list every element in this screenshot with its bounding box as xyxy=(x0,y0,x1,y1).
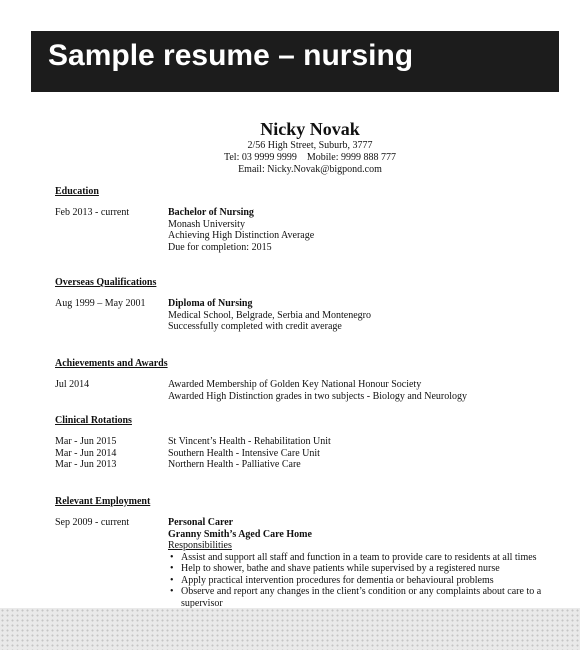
rotation-row xyxy=(55,459,535,471)
contact-header xyxy=(0,118,580,176)
bullet-icon: • xyxy=(170,586,174,597)
rotations-section xyxy=(55,415,535,471)
address-line: 2/56 High Street, Suburb, 3777 xyxy=(247,140,373,151)
employment-entry xyxy=(55,517,542,609)
bullet-icon: • xyxy=(170,563,174,574)
education-line: Achieving High Distinction Average xyxy=(168,230,315,241)
overseas-period: Aug 1999 – May 2001 xyxy=(55,298,146,309)
employment-heading: Relevant Employment xyxy=(55,496,151,507)
list-item xyxy=(168,575,541,587)
rotation-period: Mar - Jun 2013 xyxy=(55,459,117,470)
education-line: Monash University xyxy=(168,218,245,230)
achievement-line: Awarded Membership of Golden Key National Honour Society xyxy=(168,379,422,390)
education-degree: Bachelor of Nursing xyxy=(168,207,254,218)
rotation-period: Mar - Jun 2015 xyxy=(55,436,117,447)
education-entry xyxy=(55,207,535,253)
list-item xyxy=(168,563,541,575)
overseas-entry xyxy=(55,298,535,333)
banner-title: Sample resume – nursing xyxy=(48,39,414,72)
achievements-entry xyxy=(55,379,535,402)
rotation-row xyxy=(55,436,535,448)
rotation-row xyxy=(55,448,535,460)
rotations-heading: Clinical Rotations xyxy=(55,415,132,426)
responsibility-text: Observe and report any changes in the client’s condition or any complaints about care to a xyxy=(181,586,542,597)
title-banner xyxy=(31,31,559,92)
bullet-icon: • xyxy=(170,551,174,563)
employment-section xyxy=(55,496,542,609)
education-line: Due for completion: 2015 xyxy=(168,241,272,253)
list-item xyxy=(168,552,541,564)
education-period: Feb 2013 - current xyxy=(55,207,130,218)
bullet-icon: • xyxy=(170,574,174,586)
page-footer-pattern xyxy=(0,608,580,650)
overseas-line: Medical School, Belgrade, Serbia and Montenegro xyxy=(168,309,371,321)
overseas-line: Successfully completed with credit average xyxy=(168,321,342,332)
rotation-period: Mar - Jun 2014 xyxy=(55,447,117,459)
achievements-heading: Achievements and Awards xyxy=(55,358,168,369)
rotation-place: Northern Health - Palliative Care xyxy=(168,459,301,470)
responsibilities-heading: Responsibilities xyxy=(168,540,232,551)
education-heading: Education xyxy=(55,186,99,197)
overseas-degree: Diploma of Nursing xyxy=(168,298,253,309)
achievements-section xyxy=(55,358,535,402)
email-line: Email: Nicky.Novak@bigpond.com xyxy=(238,164,382,175)
achievement-line: Awarded High Distinction grades in two subjects - Biology and Neurology xyxy=(168,390,468,402)
responsibility-text: Assist and support all staff and function in a team to provide care to residents at all times xyxy=(181,551,537,563)
employment-employer: Granny Smith’s Aged Care Home xyxy=(168,528,312,540)
education-section xyxy=(55,186,535,253)
responsibilities-list xyxy=(168,552,541,610)
achievements-period: Jul 2014 xyxy=(55,379,90,390)
list-item xyxy=(168,586,541,598)
employment-period: Sep 2009 - current xyxy=(55,517,130,528)
candidate-name: Nicky Novak xyxy=(260,119,360,139)
responsibility-text: supervisor xyxy=(181,597,223,609)
rotation-place: Southern Health - Intensive Care Unit xyxy=(168,447,320,459)
phone-line: Tel: 03 9999 9999 Mobile: 9999 888 777 xyxy=(223,152,397,163)
employment-role: Personal Carer xyxy=(168,517,234,528)
overseas-section xyxy=(55,277,535,333)
rotation-place: St Vincent’s Health - Rehabilitation Unit xyxy=(168,436,331,447)
overseas-heading: Overseas Qualifications xyxy=(55,277,157,288)
responsibility-text: Help to shower, bathe and shave patients while supervised by a registered nurse xyxy=(181,563,500,574)
responsibility-text: Apply practical intervention procedures for dementia or behavioural problems xyxy=(181,574,494,586)
